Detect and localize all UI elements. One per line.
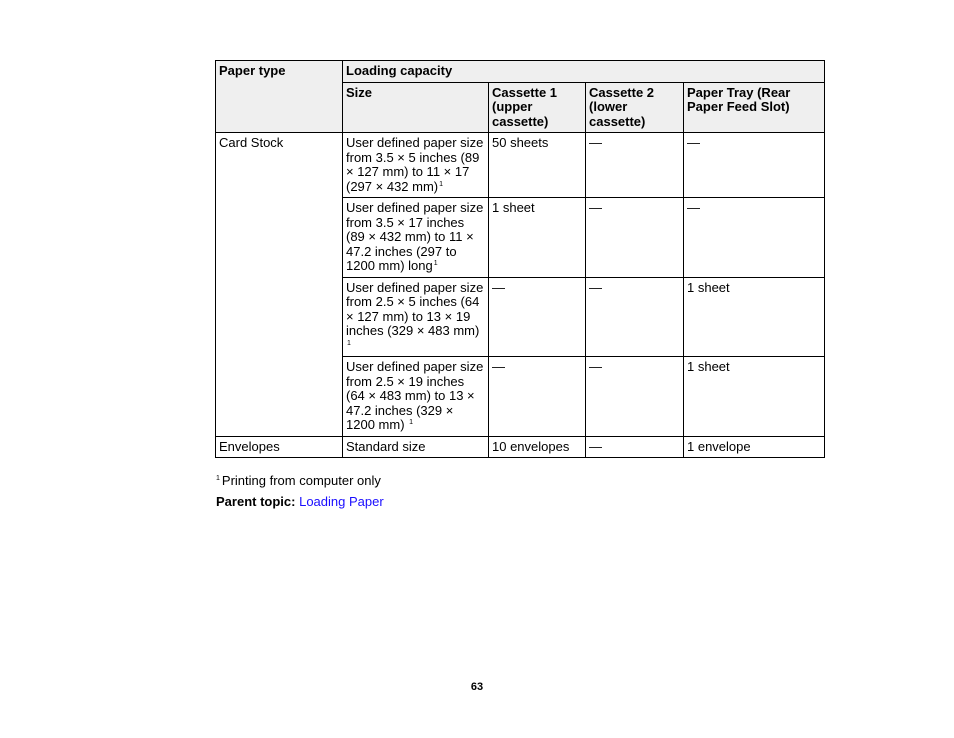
paper-type-cell: Card Stock (216, 133, 343, 437)
cassette-1-cell: — (489, 277, 586, 357)
paper-tray-cell: 1 envelope (684, 436, 825, 458)
page-number: 63 (470, 681, 484, 693)
footnote-mark: 1 (409, 419, 414, 426)
cassette-2-cell: — (586, 277, 684, 357)
header-loading-capacity: Loading capacity (343, 61, 825, 83)
header-cassette-2: Cassette 2 (lower cassette) (586, 82, 684, 133)
cassette-1-cell: 1 sheet (489, 198, 586, 278)
header-row-1 (216, 61, 825, 83)
header-cassette-1: Cassette 1 (upper cassette) (489, 82, 586, 133)
footnote-mark: 1 (433, 260, 438, 267)
loading-paper-link[interactable]: Loading Paper (299, 494, 384, 509)
footnote-mark: 1 (216, 475, 220, 482)
footnote (216, 473, 381, 488)
header-paper-type: Paper type (216, 61, 343, 133)
header-size: Size (343, 82, 489, 133)
cassette-1-cell: — (489, 357, 586, 437)
paper-type-cell: Envelopes (216, 436, 343, 458)
paper-tray-cell: 1 sheet (684, 357, 825, 437)
size-cell: User defined paper size from 2.5 × 5 inches (64 × 127 mm) to 13 × 19 inches (329 × 483 mm) $^1$ (343, 277, 489, 357)
paper-capacity-table (215, 60, 825, 458)
footnote-text: Printing from computer only (221, 473, 381, 488)
paper-tray-cell: — (684, 198, 825, 278)
cassette-2-cell: — (586, 198, 684, 278)
cassette-2-cell: — (586, 133, 684, 198)
size-cell: User defined paper size from 3.5 × 17 inches (89 × 432 mm) to 11 × 47.2 inches (297 to 1200 mm) long$^1$ (343, 198, 489, 278)
footnote-mark: 1 (439, 180, 444, 188)
paper-tray-cell: — (684, 133, 825, 198)
cassette-1-cell: 10 envelopes (489, 436, 586, 458)
table-row (216, 436, 825, 458)
parent-topic-label: Parent topic: (216, 494, 296, 509)
cassette-1-cell: 50 sheets (489, 133, 586, 198)
cassette-2-cell: — (586, 436, 684, 458)
parent-topic (216, 494, 384, 509)
cassette-2-cell: — (586, 357, 684, 437)
header-paper-tray: Paper Tray (Rear Paper Feed Slot) (684, 82, 825, 133)
paper-tray-cell: 1 sheet (684, 277, 825, 357)
footnote-mark: 1 (347, 339, 351, 347)
size-cell: User defined paper size from 2.5 × 19 inches (64 × 483 mm) to 13 × 47.2 inches (329 × 1200 mm) $^1$ (343, 357, 489, 437)
size-cell: User defined paper size from 3.5 × 5 inches (89 × 127 mm) to 11 × 17 (297 × 432 mm)$^1$ (343, 133, 489, 198)
size-cell: Standard size (343, 436, 489, 458)
table-row (216, 133, 825, 198)
